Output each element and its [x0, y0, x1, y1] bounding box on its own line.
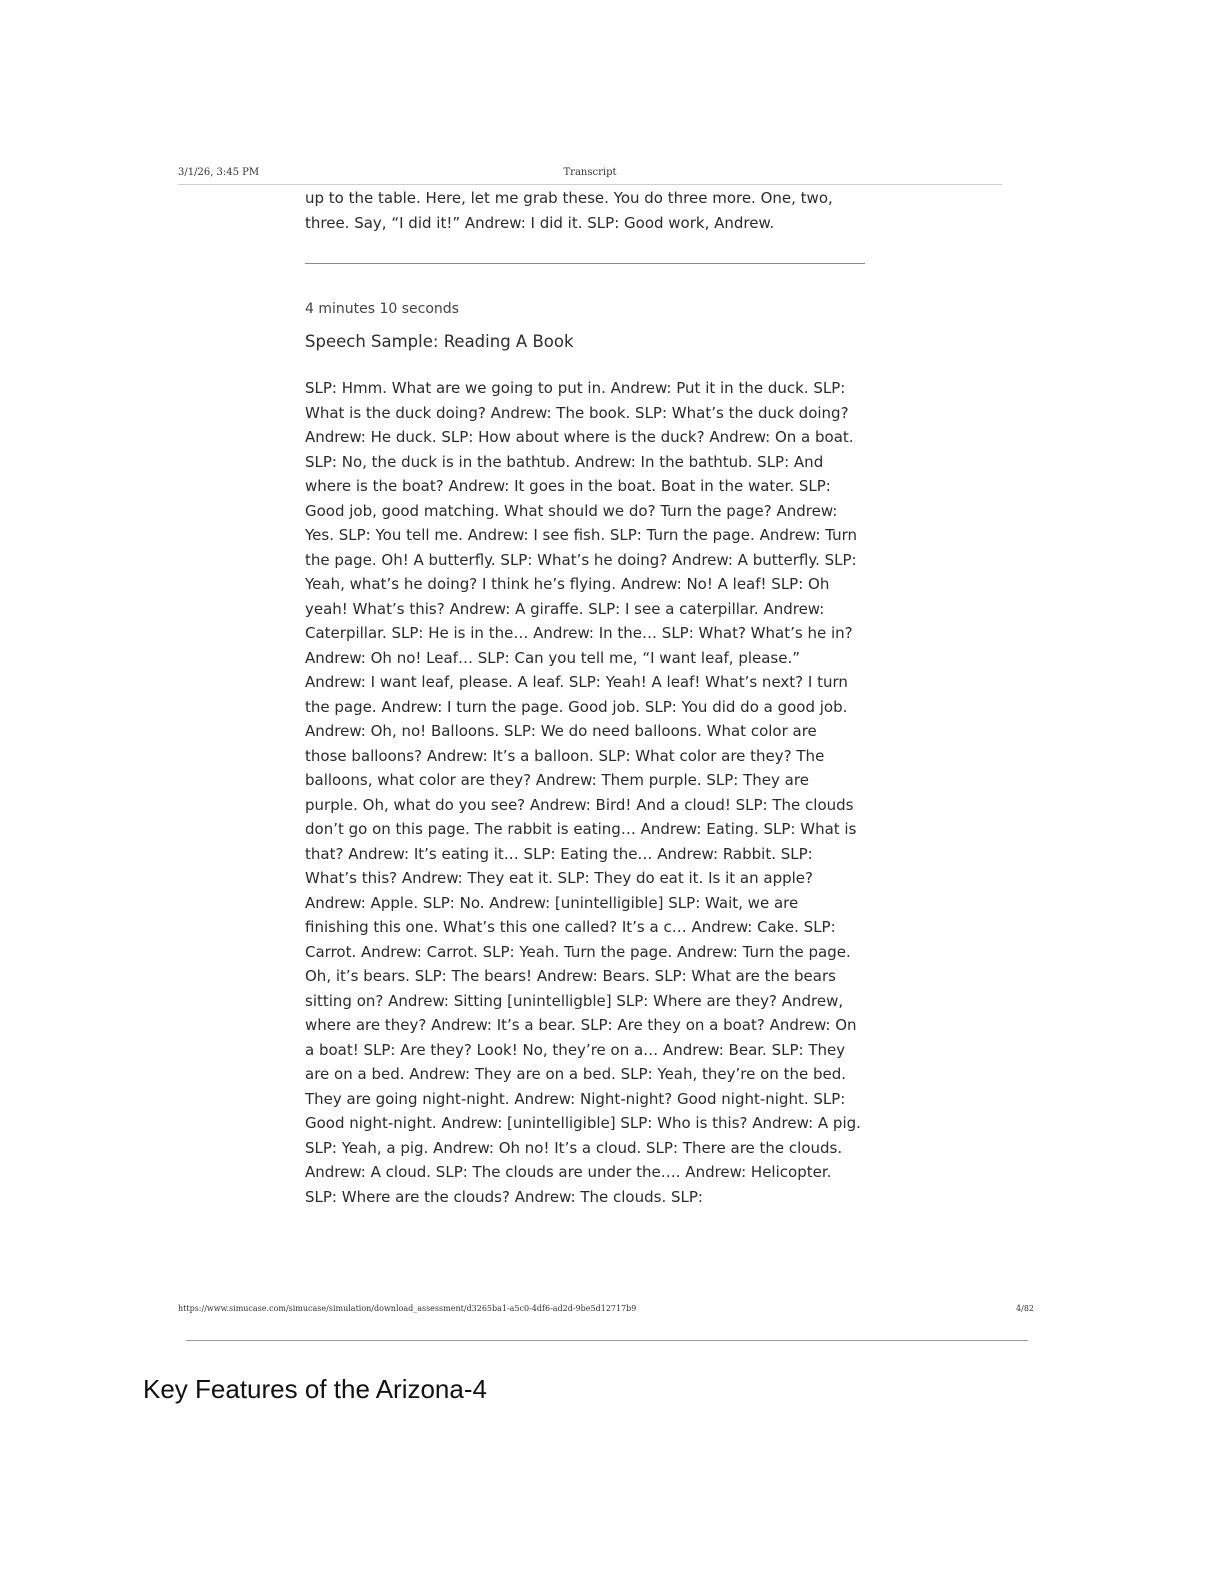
print-datetime: 3/1/26, 3:45 PM	[178, 167, 260, 178]
timestamp-label: 4 minutes 10 seconds	[305, 301, 459, 317]
section-divider	[305, 263, 865, 264]
document-heading: Key Features of the Arizona-4	[143, 1374, 487, 1404]
transcript-body: SLP: Hmm. What are we going to put in. Andrew: Put it in the duck. SLP: What is the duck doing? Andrew: The book. SLP: What’s the duck doing? Andrew: He duck. SLP: How about where is the duck? Andrew: On a boat. SLP: No, the duck is in the bathtub. Andrew: In the bathtub. SLP: And where is the boat? Andrew: It goes in the boat. Boat in the water. SLP: Good job, good matching. What should we do? Turn the page? Andrew: Yes. SLP: You tell me. Andrew: I see fish. SLP: Turn the page. Andrew: Turn the page. Oh! A butterfly. SLP: What’s he doing? Andrew: A butterfly. SLP: Yeah, what’s he doing? I think he’s flying. Andrew: No! A leaf! SLP: Oh yeah! What’s this? Andrew: A giraffe. SLP: I see a caterpillar. Andrew: Caterpillar. SLP: He is in the… Andrew: In the… SLP: What? What’s he in? Andrew: Oh no! Leaf… SLP: Can you tell me, “I want leaf, please.” Andrew: I want leaf, please. A leaf. SLP: Yeah! A leaf! What’s next? I turn the page. Andrew: I turn the page. Good job. SLP: You did do a good job. Andrew: Oh, no! Balloons. SLP: We do need balloons. What color are those balloons? Andrew: It’s a balloon. SLP: What color are they? The balloons, what color are they? Andrew: Them purple. SLP: They are purple. Oh, what do you see? Andrew: Bird! And a cloud! SLP: The clouds don’t go on this page. The rabbit is eating… Andrew: Eating. SLP: What is that? Andrew: It’s eating it… SLP: Eating the… Andrew: Rabbit. SLP: What’s this? Andrew: They eat it. SLP: They do eat it. Is it an apple? Andrew: Apple. SLP: No. Andrew: [unintelligible] SLP: Wait, we are finishing this one. What’s this one called? It’s a c… Andrew: Cake. SLP: Carrot. Andrew: Carrot. SLP: Yeah. Turn the page. Andrew: Turn the page. Oh, it’s bears. SLP: The bears! Andrew: Bears. SLP: What are the bears sitting on? Andrew: Sitting [unintelligble] SLP: Where are they? Andrew, where are they? Andrew: It’s a bear. SLP: Are they on a boat? Andrew: On a boat! SLP: Are they? Look! No, they’re on a… Andrew: Bear. SLP: They are on a bed. Andrew: They are on a bed. SLP: Yeah, they’re on the bed. They are going night-night. Andrew: Night-night? Good night-night. SLP: Good night-night. Andrew: [unintelligible] SLP: Who is this? Andrew: A pig. SLP: Yeah, a pig. Andrew: Oh no! It’s a cloud. SLP: There are the clouds. Andrew: A cloud. SLP: The clouds are under the…. Andrew: Helicopter. SLP: Where are the clouds? Andrew: The clouds. SLP:	[305, 379, 861, 1206]
transcript-content	[305, 186, 865, 1224]
page-number: 4/82	[1016, 1304, 1034, 1313]
print-title: Transcript	[563, 167, 617, 178]
page-rule	[186, 1340, 1028, 1341]
section-title: Speech Sample: Reading A Book	[305, 332, 574, 351]
transcript-continuation: up to the table. Here, let me grab these. You do three more. One, two, three. Say, “I did it!” Andrew: I did it. SLP: Good work, Andrew.	[305, 189, 833, 232]
print-header	[178, 166, 1002, 185]
print-url: https://www.simucase.com/simucase/simulation/download_assessment/d3265ba1-a5c0-4df6-ad2d-9be5d12717b9	[178, 1304, 637, 1313]
print-footer	[178, 1302, 1034, 1318]
